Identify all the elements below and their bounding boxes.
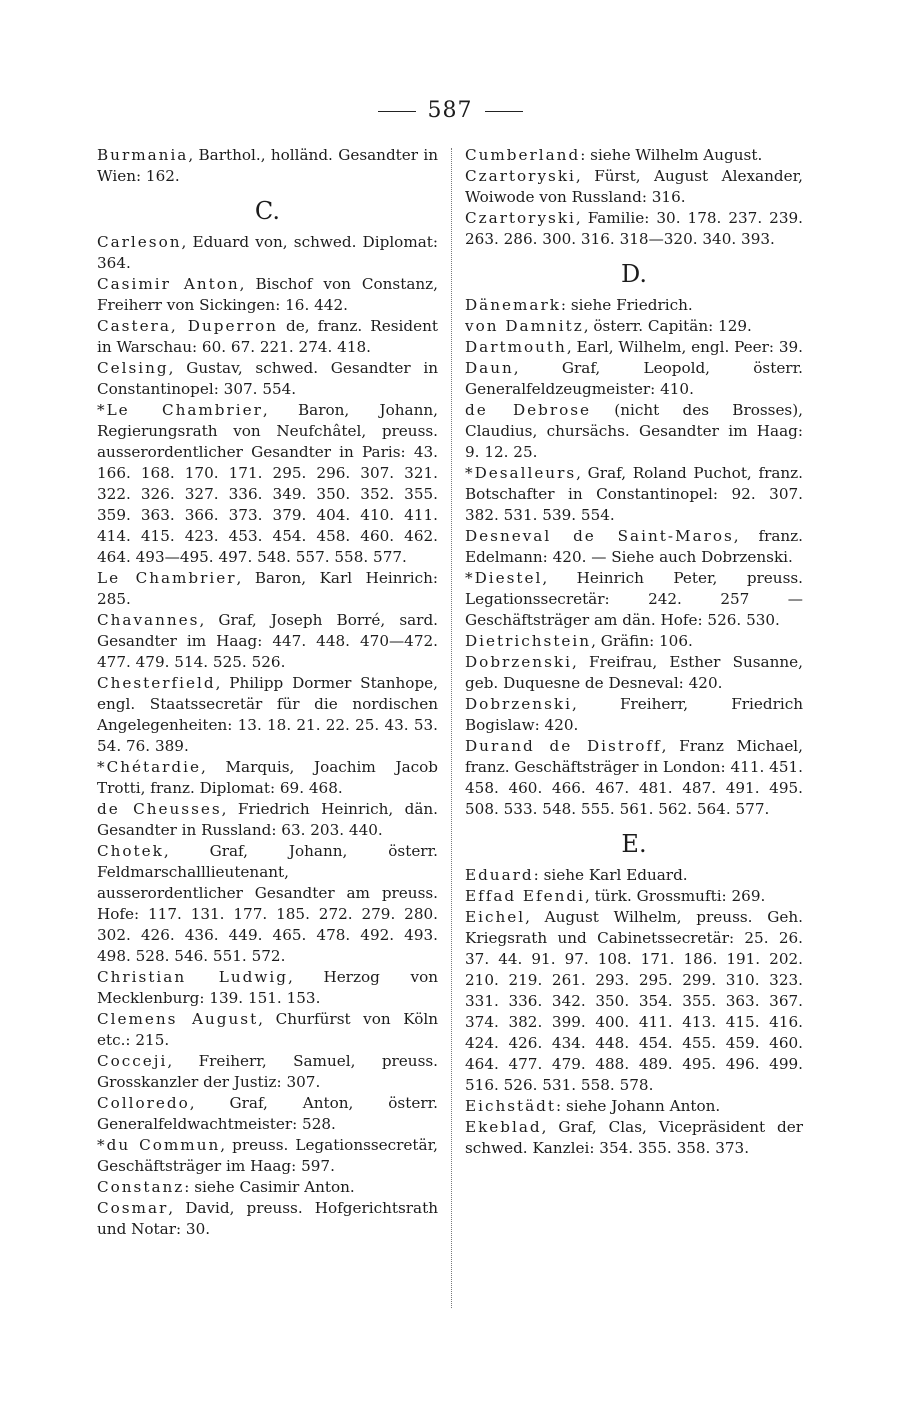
entry-name: Ekeblad bbox=[465, 1118, 542, 1136]
index-entry bbox=[446, 208, 803, 250]
index-entry bbox=[446, 145, 803, 166]
entry-name: *Desalleurs bbox=[465, 464, 577, 482]
header-dash-left bbox=[378, 111, 416, 112]
entry-name: Cosmar bbox=[97, 1199, 169, 1217]
entry-text: : siehe Johann Anton. bbox=[556, 1097, 721, 1115]
entry-name: Dobrzenski bbox=[465, 695, 572, 713]
index-entry bbox=[446, 1096, 803, 1117]
entry-name: Eduard bbox=[465, 866, 534, 884]
entry-text: : siehe Karl Eduard. bbox=[533, 866, 688, 884]
entry-name: Chotek bbox=[97, 842, 164, 860]
index-entry bbox=[78, 1009, 438, 1051]
entry-text: , Philipp Dormer Stanhope, engl. Staatssecretär für die nordischen Angelegenheiten: 13. 18. 21. 22. 25. 43. 53. 54. 76. 389. bbox=[97, 674, 438, 755]
entry-name: Czartoryski bbox=[465, 209, 576, 227]
entry-text: , Franz Michael, franz. Geschäftsträger in London: 411. 451. 458. 460. 466. 467. 481. 487. 491. 495. 508. 533. 548. 555. 561. 562. 564. 577. bbox=[465, 737, 803, 818]
entry-name: Dartmouth bbox=[465, 338, 567, 356]
entry-text: , Graf, Joseph Borré, sard. Gesandter im Haag: 447. 448. 470—472. 477. 479. 514. 525. 526. bbox=[97, 611, 438, 671]
entry-name: Durand de Distroff bbox=[465, 737, 662, 755]
entry-name: Colloredo bbox=[97, 1094, 190, 1112]
index-entry bbox=[446, 295, 803, 316]
entry-text: , Freiherr, Friedrich Bogislaw: 420. bbox=[465, 695, 803, 734]
entry-text: , Herzog von Mecklenburg: 139. 151. 153. bbox=[97, 968, 438, 1007]
entry-text: : siehe Friedrich. bbox=[560, 296, 693, 314]
entry-name: *du Commun bbox=[97, 1136, 221, 1154]
index-entry bbox=[446, 907, 803, 1096]
entry-text: , Graf, Clas, Vicepräsident der schwed. Kanzlei: 354. 355. 358. 373. bbox=[465, 1118, 803, 1157]
entry-name: Effad Efendi bbox=[465, 887, 585, 905]
entry-name: de Cheusses bbox=[97, 800, 222, 818]
index-entry bbox=[78, 274, 438, 316]
entry-text: , österr. Capitän: 129. bbox=[583, 317, 752, 335]
entry-text: , Graf, Johann, österr. Feldmarschalllieutenant, ausserordentlicher Gesandter am preuss. Hofe: 117. 131. 177. 185. 272. 279. 280. 302. 426. 436. 449. 465. 478. 492. 493. 498. 528. 546. 551. 572. bbox=[97, 842, 438, 965]
right-column bbox=[465, 145, 803, 1159]
index-entry bbox=[78, 799, 438, 841]
entry-name: Dietrichstein bbox=[465, 632, 592, 650]
header-dash-right bbox=[485, 111, 523, 112]
section-letter: C. bbox=[254, 197, 281, 225]
entry-text: , Fürst, August Alexander, Woiwode von Russland: 316. bbox=[465, 167, 803, 206]
entry-name: Carleson bbox=[97, 233, 182, 251]
entry-text: , Freiherr, Samuel, preuss. Grosskanzler der Justiz: 307. bbox=[97, 1052, 438, 1091]
entry-text: , Friedrich Heinrich, dän. Gesandter in Russland: 63. 203. 440. bbox=[97, 800, 438, 839]
entry-name: Christian Ludwig bbox=[97, 968, 288, 986]
page-number: 587 bbox=[427, 98, 473, 123]
entry-text: , August Wilhelm, preuss. Geh. Kriegsrath und Cabinetssecretär: 25. 26. 37. 44. 91. 97. 108. 171. 186. 191. 202. 210. 219. 261. 293. 295. 299. 310. 323. 331. 336. 342. 350. 354. 355. 363. 367. 374. 382. 399. 400. 411. 413. 415. 416. 424. 426. 434. 448. 454. 455. 459. 460. 464. 477. 479. 488. 489. 495. 496. 499. 516. 526. 531. 558. 578. bbox=[465, 908, 803, 1094]
index-entry bbox=[78, 568, 438, 610]
entry-text: , Baron, Karl Heinrich: 285. bbox=[97, 569, 438, 608]
entry-text: , Baron, Johann, Regierungsrath von Neufchâtel, preuss. ausserordentlicher Gesandter in Paris: 43. 166. 168. 170. 171. 295. 296. 307. 321. 322. 326. 327. 336. 349. 350. 352. 355. 359. 363. 366. 373. 379. 404. 410. 411. 414. 415. 423. 453. 454. 458. 460. 462. 464. 493—495. 497. 548. 557. 558. 577. bbox=[97, 401, 438, 566]
entry-text: de, franz. Resident in Warschau: 60. 67. 221. 274. 418. bbox=[97, 317, 438, 356]
entry-name: Casimir Anton bbox=[97, 275, 240, 293]
index-entry bbox=[78, 232, 438, 274]
entry-text: (nicht des Brosses), Claudius, chursächs. Gesandter im Haag: 9. 12. 25. bbox=[465, 401, 803, 461]
entry-name: Cumberland bbox=[465, 146, 581, 164]
entry-name: Chesterfield bbox=[97, 674, 216, 692]
entry-text: , Churfürst von Köln etc.: 215. bbox=[97, 1010, 438, 1049]
entry-name: Burmania bbox=[97, 146, 189, 164]
section-letter: E. bbox=[621, 830, 647, 858]
entry-name: Le Chambrier bbox=[97, 569, 237, 587]
left-column bbox=[97, 145, 438, 1240]
entry-name: Dänemark bbox=[465, 296, 561, 314]
entry-name: *Le Chambrier bbox=[97, 401, 263, 419]
entry-text: , Heinrich Peter, preuss. Legationssecretär: 242. 257 — Geschäftsträger am dän. Hofe: 526. 530. bbox=[465, 569, 803, 629]
entry-name: Eichstädt bbox=[465, 1097, 557, 1115]
index-entry bbox=[78, 841, 438, 967]
entry-text: : siehe Wilhelm August. bbox=[580, 146, 763, 164]
index-entry bbox=[78, 757, 438, 799]
entry-name: Chavannes bbox=[97, 611, 200, 629]
index-entry bbox=[78, 316, 438, 358]
index-entry bbox=[78, 1093, 438, 1135]
index-entry bbox=[446, 652, 803, 694]
entry-name: Castera, Duperron bbox=[97, 317, 278, 335]
entry-text: , Bischof von Constanz, Freiherr von Sickingen: 16. 442. bbox=[97, 275, 438, 314]
index-entry bbox=[446, 358, 803, 400]
index-entry bbox=[78, 610, 438, 673]
index-entry bbox=[78, 1135, 438, 1177]
entry-text: , Marquis, Joachim Jacob Trotti, franz. Diplomat: 69. 468. bbox=[97, 758, 438, 797]
entry-name: von Damnitz bbox=[465, 317, 584, 335]
entry-text: , preuss. Legationssecretär, Geschäftsträger im Haag: 597. bbox=[97, 1136, 438, 1175]
entry-text: , Freifrau, Esther Susanne, geb. Duquesne de Desneval: 420. bbox=[465, 653, 803, 692]
entry-name: Desneval de Saint-Maros bbox=[465, 527, 734, 545]
index-entry bbox=[446, 886, 803, 907]
entry-name: Dobrzenski bbox=[465, 653, 572, 671]
entry-name: de Debrose bbox=[465, 401, 592, 419]
entry-text: , Barthol., holländ. Gesandter in Wien: 162. bbox=[97, 146, 438, 185]
index-entry bbox=[446, 1117, 803, 1159]
index-entry bbox=[78, 1198, 438, 1240]
index-entry bbox=[78, 673, 438, 757]
entry-name: Eichel bbox=[465, 908, 526, 926]
index-entry bbox=[78, 400, 438, 568]
entry-text: , Earl, Wilhelm, engl. Peer: 39. bbox=[566, 338, 803, 356]
index-entry bbox=[78, 1177, 438, 1198]
index-entry bbox=[446, 526, 803, 568]
entry-name: Clemens August bbox=[97, 1010, 259, 1028]
entry-name: Cocceji bbox=[97, 1052, 168, 1070]
entry-name: Daun bbox=[465, 359, 514, 377]
entry-name: Celsing bbox=[97, 359, 169, 377]
entry-name: Czartoryski bbox=[465, 167, 576, 185]
entry-text: , Familie: 30. 178. 237. 239. 263. 286. 300. 316. 318—320. 340. 393. bbox=[465, 209, 803, 248]
entry-text: , Graf, Roland Puchot, franz. Botschafter in Constantinopel: 92. 307. 382. 531. 539. 554. bbox=[465, 464, 803, 524]
index-entry bbox=[446, 631, 803, 652]
section-letter: D. bbox=[620, 260, 647, 288]
index-entry bbox=[446, 463, 803, 526]
entry-name: *Chétardie bbox=[97, 758, 201, 776]
entry-name: *Diestel bbox=[465, 569, 543, 587]
page-header bbox=[0, 98, 900, 123]
index-entry bbox=[446, 568, 803, 631]
index-entry bbox=[446, 736, 803, 820]
index-entry bbox=[446, 337, 803, 358]
index-entry bbox=[446, 694, 803, 736]
index-entry bbox=[78, 358, 438, 400]
entry-text: , Graf, Anton, österr. Generalfeldwachtmeister: 528. bbox=[97, 1094, 438, 1133]
index-entry bbox=[78, 145, 438, 187]
entry-text: , David, preuss. Hofgerichtsrath und Notar: 30. bbox=[97, 1199, 438, 1238]
entry-text: , Gustav, schwed. Gesandter in Constantinopel: 307. 554. bbox=[97, 359, 438, 398]
entry-text: , Gräfin: 106. bbox=[591, 632, 693, 650]
entry-name: Constanz bbox=[97, 1178, 185, 1196]
index-entry bbox=[78, 1051, 438, 1093]
index-entry bbox=[446, 316, 803, 337]
entry-text: , türk. Grossmufti: 269. bbox=[585, 887, 766, 905]
entry-text: , Graf, Leopold, österr. Generalfeldzeugmeister: 410. bbox=[465, 359, 803, 398]
entry-text: , franz. Edelmann: 420. — Siehe auch Dobrzenski. bbox=[465, 527, 803, 566]
index-entry bbox=[446, 400, 803, 463]
entry-text: : siehe Casimir Anton. bbox=[184, 1178, 355, 1196]
index-entry bbox=[446, 166, 803, 208]
index-entry bbox=[446, 865, 803, 886]
entry-text: , Eduard von, schwed. Diplomat: 364. bbox=[97, 233, 438, 272]
index-entry bbox=[78, 967, 438, 1009]
